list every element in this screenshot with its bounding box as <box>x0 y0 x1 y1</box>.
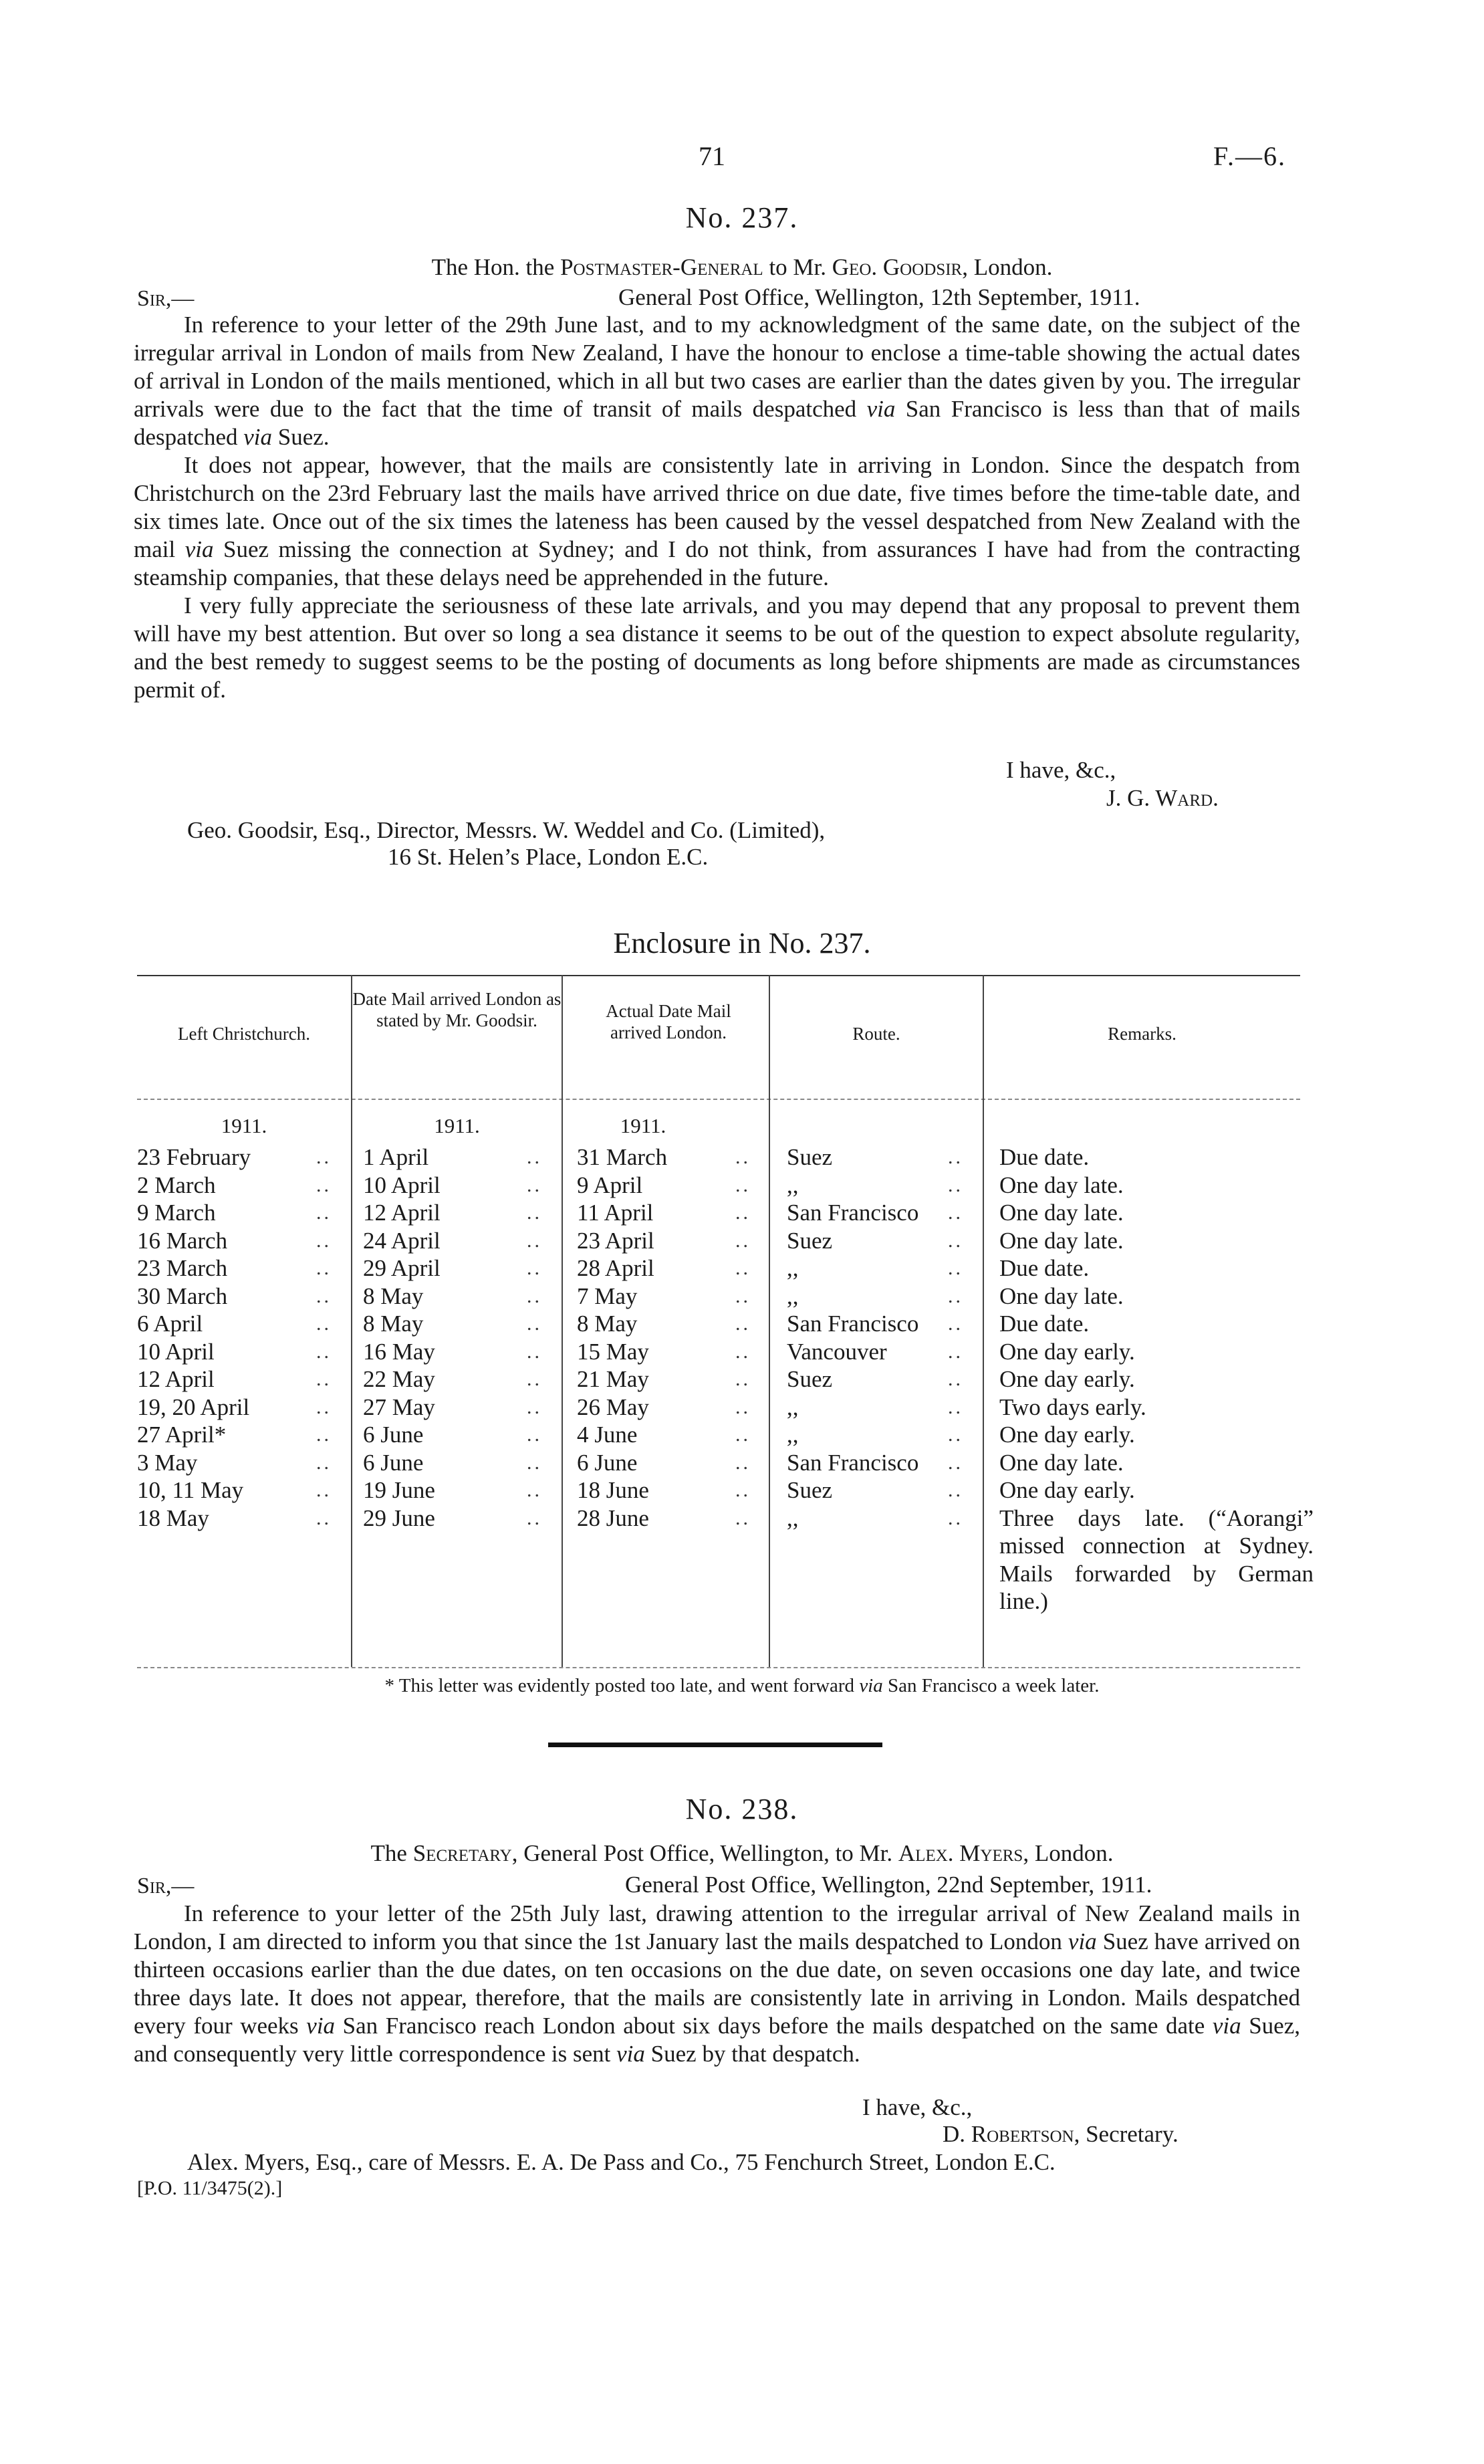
column-header-remarks: Remarks. <box>1108 1024 1177 1044</box>
table-cell-stated-date: 6 June <box>363 1422 424 1448</box>
table-cell-actual-date: 7 May <box>577 1282 638 1309</box>
page-reference: F.—6. <box>1213 141 1287 171</box>
leader-dot: .. <box>527 1368 542 1390</box>
leader-dot: .. <box>735 1451 751 1474</box>
table-cell-remarks: One day early. <box>999 1477 1135 1503</box>
column-divider <box>562 975 563 1667</box>
table-cell-route: San Francisco <box>787 1200 919 1226</box>
table-cell-route: ,, <box>787 1282 799 1309</box>
leader-dot: .. <box>948 1202 963 1224</box>
leader-dot: .. <box>316 1424 332 1446</box>
letter-237-salutation: Sir,— <box>137 286 195 311</box>
leader-dots <box>316 1143 332 1532</box>
column-header-left-christchurch: Left Christchurch. <box>178 1024 310 1044</box>
leader-dot: .. <box>527 1257 542 1279</box>
leader-dot: .. <box>316 1479 332 1501</box>
leader-dot: .. <box>316 1368 332 1390</box>
leader-dot: .. <box>316 1395 332 1418</box>
table-cell-actual-date: 4 June <box>577 1422 638 1448</box>
leader-dot: .. <box>527 1395 542 1418</box>
table-cell-actual-date: 26 May <box>577 1393 649 1420</box>
year-label: 1911. <box>221 1114 267 1137</box>
table-cell-actual-date: 21 May <box>577 1366 649 1392</box>
column-header-actual-date: Actual Date Mail arrived London. <box>606 1001 731 1042</box>
letter-237-closing: I have, &c., <box>1006 757 1116 783</box>
section-divider <box>548 1743 882 1747</box>
table-cell-route: ,, <box>787 1504 799 1531</box>
table-cell-remarks: Due date. <box>999 1255 1090 1281</box>
leader-dot: .. <box>735 1368 751 1390</box>
table-cell-stated-date: 12 April <box>363 1200 441 1226</box>
leader-dot: .. <box>316 1257 332 1279</box>
table-cell-route: Suez <box>787 1477 833 1503</box>
table-cell-stated-date: 19 June <box>363 1477 435 1503</box>
table-cell-remarks: One day late. <box>999 1449 1124 1476</box>
year-label: 1911. <box>620 1114 666 1137</box>
leader-dot: .. <box>735 1173 751 1196</box>
letter-238-title: No. 238. <box>685 1793 799 1825</box>
column-route <box>787 1143 918 1532</box>
leader-dot: .. <box>316 1340 332 1363</box>
column-divider <box>769 975 770 1667</box>
column-actual-date <box>577 1143 667 1532</box>
leader-dot: .. <box>735 1340 751 1363</box>
table-cell-remarks: One day early. <box>999 1422 1135 1448</box>
leader-dot: .. <box>948 1257 963 1279</box>
table-cell-actual-date: 6 June <box>577 1449 638 1476</box>
table-cell-remarks: One day late. <box>999 1171 1124 1198</box>
letter-238-paragraph-1: In reference to your letter of the 25th July last, drawing attention to the irregular arrival of New Zealand mails in London, I am directed to inform you that since the 1st January last the mails despatched to London via Suez have arrived on thirteen occasions earlier than the due dates, on ten occasions on the due date, on seven occasions one day late, and twice three days late. It does not appear, therefore, that the mails are consistently late in arriving in London. Mails despatched every four weeks via San Francisco reach London about six days before the mails despatched on the same date via Suez, and consequently very little correspondence is sent via Suez by that despatch. <box>134 1900 1300 2067</box>
letter-238-body <box>134 1900 1300 2068</box>
table-cell-left-christchurch: 2 March <box>137 1171 216 1198</box>
table-cell-actual-date: 11 April <box>577 1200 654 1226</box>
table-footnote: * This letter was evidently posted too late, and went forward via San Francisco a week later. <box>384 1675 1100 1696</box>
table-cell-stated-date: 27 May <box>363 1393 435 1420</box>
letter-237-heading: The Hon. the Postmaster-General to Mr. Geo. Goodsir, London. <box>431 254 1053 280</box>
table-cell-stated-date: 22 May <box>363 1366 435 1392</box>
leader-dot: .. <box>948 1146 963 1168</box>
table-cell-stated-date: 16 May <box>363 1338 435 1365</box>
leader-dot: .. <box>948 1229 963 1252</box>
table-cell-remarks: Due date. <box>999 1144 1090 1170</box>
table-cell-left-christchurch: 27 April* <box>137 1422 227 1448</box>
letter-238-signature: D. Robertson, Secretary. <box>943 2121 1179 2147</box>
table-cell-actual-date: 28 June <box>577 1504 649 1531</box>
table-cell-route: ,, <box>787 1171 799 1198</box>
leader-dot: .. <box>527 1284 542 1307</box>
letter-237-paragraph-3: I very fully appreciate the seriousness of these late arrivals, and you may depend that any proposal to prevent them will have my best attention. But over so long a sea distance it seems to be out of the question to expect absolute regularity, and the best remedy to suggest seems to be the posting of documents as long before shipments are made as circumstances permit of. <box>134 592 1300 703</box>
table-top-rule <box>137 975 1300 976</box>
column-divider <box>351 975 352 1667</box>
leader-dot: .. <box>735 1202 751 1224</box>
leader-dot: .. <box>948 1340 963 1363</box>
table-cell-left-christchurch: 6 April <box>137 1311 203 1337</box>
table-cell-left-christchurch: 10, 11 May <box>137 1477 244 1503</box>
leader-dots <box>527 1143 542 1532</box>
table-cell-route: Suez <box>787 1366 833 1392</box>
letter-237-signature: J. G. Ward. <box>1106 785 1219 811</box>
letter-238-place-date: General Post Office, Wellington, 22nd September, 1911. <box>625 1872 1152 1898</box>
table-cell-remarks: Due date. <box>999 1311 1090 1337</box>
table-cell-remarks: Two days early. <box>999 1393 1146 1420</box>
recipient: Alex. Myers <box>898 1840 1023 1866</box>
leader-dot: .. <box>948 1284 963 1307</box>
table-cell-left-christchurch: 23 March <box>137 1255 228 1281</box>
table-cell-route: San Francisco <box>787 1311 919 1337</box>
leader-dot: .. <box>527 1173 542 1196</box>
leader-dot: .. <box>948 1479 963 1501</box>
table-cell-left-christchurch: 30 March <box>137 1282 228 1309</box>
leader-dot: .. <box>316 1284 332 1307</box>
column-left-christchurch <box>137 1143 251 1532</box>
leader-dot: .. <box>316 1229 332 1252</box>
table-cell-left-christchurch: 18 May <box>137 1504 209 1531</box>
table-cell-stated-date: 29 June <box>363 1504 435 1531</box>
table-cell-stated-date: 8 May <box>363 1311 424 1337</box>
table-cell-route: ,, <box>787 1393 799 1420</box>
leader-dot: .. <box>527 1313 542 1335</box>
sender: Postmaster-General <box>560 254 763 280</box>
leader-dot: .. <box>316 1451 332 1474</box>
letter-237-paragraph-1: In reference to your letter of the 29th June last, and to my acknowledgment of the same date, on the subject of the irregular arrival in London of mails from New Zealand, I have the honour to enclose a time-table showing the actual dates of arrival in London of the mails mentioned, which in all but two cases are earlier than the dates given by you. The irregular arrivals were due to the fact that the time of transit of mails despatched via San Francisco is less than that of mails despatched via Suez. <box>134 312 1300 450</box>
po-reference: [P.O. 11/3475(2).] <box>137 2177 283 2199</box>
leader-dot: .. <box>735 1479 751 1501</box>
leader-dot: .. <box>948 1395 963 1418</box>
leader-dot: .. <box>316 1202 332 1224</box>
leader-dot: .. <box>316 1146 332 1168</box>
leader-dot: .. <box>735 1284 751 1307</box>
letter-237-place-date: General Post Office, Wellington, 12th September, 1911. <box>618 284 1140 310</box>
leader-dot: .. <box>735 1229 751 1252</box>
table-cell-route: Vancouver <box>787 1338 887 1365</box>
leader-dot: .. <box>316 1506 332 1529</box>
leader-dot: .. <box>527 1479 542 1501</box>
table-cell-route: ,, <box>787 1422 799 1448</box>
table-cell-actual-date: 28 April <box>577 1255 654 1281</box>
table-cell-stated-date: 24 April <box>363 1227 441 1254</box>
leader-dot: .. <box>948 1424 963 1446</box>
table-cell-actual-date: 18 June <box>577 1477 649 1503</box>
letter-237-title: No. 237. <box>685 201 799 234</box>
letter-237-body <box>134 311 1300 704</box>
leader-dot: .. <box>948 1368 963 1390</box>
leader-dot: .. <box>316 1173 332 1196</box>
leader-dot: .. <box>527 1202 542 1224</box>
table-cell-left-christchurch: 12 April <box>137 1366 215 1392</box>
table-cell-remarks: Three days late. (“Aorangi” missed connection at Sydney. Mails forwarded by German line.) <box>999 1504 1314 1614</box>
leader-dot: .. <box>735 1146 751 1168</box>
column-remarks <box>999 1143 1314 1615</box>
table-cell-remarks: One day late. <box>999 1282 1124 1309</box>
letter-237-address-line-1: Geo. Goodsir, Esq., Director, Messrs. W. Weddel and Co. (Limited), <box>187 817 826 843</box>
leader-dot: .. <box>948 1173 963 1196</box>
leader-dot: .. <box>527 1424 542 1446</box>
table-header-rule <box>137 1099 1300 1100</box>
table-cell-route: San Francisco <box>787 1449 919 1476</box>
table-cell-remarks: One day late. <box>999 1200 1124 1226</box>
table-cell-stated-date: 1 April <box>363 1144 429 1170</box>
table-cell-left-christchurch: 16 March <box>137 1227 228 1254</box>
table-cell-left-christchurch: 10 April <box>137 1338 215 1365</box>
page-number: 71 <box>699 141 725 171</box>
table-bottom-rule <box>137 1667 1300 1668</box>
leader-dot: .. <box>527 1340 542 1363</box>
table-cell-left-christchurch: 19, 20 April <box>137 1393 250 1420</box>
leader-dot: .. <box>735 1395 751 1418</box>
table-cell-actual-date: 23 April <box>577 1227 654 1254</box>
leader-dot: .. <box>948 1313 963 1335</box>
leader-dot: .. <box>527 1229 542 1252</box>
column-stated-date <box>363 1143 441 1532</box>
letter-237-address-line-2: 16 St. Helen’s Place, London E.C. <box>388 844 709 870</box>
table-cell-stated-date: 10 April <box>363 1171 441 1198</box>
table-cell-stated-date: 29 April <box>363 1255 441 1281</box>
letter-238-salutation: Sir,— <box>137 1874 195 1898</box>
leader-dot: .. <box>735 1313 751 1335</box>
table-cell-actual-date: 31 March <box>577 1144 668 1170</box>
table-cell-stated-date: 8 May <box>363 1282 424 1309</box>
table-cell-remarks: One day late. <box>999 1227 1124 1254</box>
column-header-stated-date: Date Mail arrived London as stated by Mr. Goodsir. <box>352 989 562 1030</box>
leader-dot: .. <box>735 1506 751 1529</box>
leader-dot: .. <box>527 1451 542 1474</box>
leader-dot: .. <box>735 1424 751 1446</box>
table-cell-left-christchurch: 23 February <box>137 1144 251 1170</box>
letter-238-heading: The Secretary, General Post Office, Wellington, to Mr. Alex. Myers, London. <box>370 1840 1114 1866</box>
leader-dots <box>948 1143 963 1532</box>
table-cell-remarks: One day early. <box>999 1338 1135 1365</box>
table-cell-left-christchurch: 3 May <box>137 1449 198 1476</box>
leader-dots <box>735 1143 751 1532</box>
leader-dot: .. <box>527 1146 542 1168</box>
table-cell-remarks: One day early. <box>999 1366 1135 1392</box>
year-label: 1911. <box>434 1114 480 1137</box>
leader-dot: .. <box>527 1506 542 1529</box>
letter-238-closing: I have, &c., <box>862 2094 973 2120</box>
table-cell-actual-date: 8 May <box>577 1311 638 1337</box>
leader-dot: .. <box>948 1451 963 1474</box>
enclosure-table <box>137 975 1314 1674</box>
leader-dot: .. <box>316 1313 332 1335</box>
table-cell-left-christchurch: 9 March <box>137 1200 216 1226</box>
table-cell-actual-date: 9 April <box>577 1171 643 1198</box>
leader-dot: .. <box>735 1257 751 1279</box>
leader-dot: .. <box>948 1506 963 1529</box>
table-cell-route: ,, <box>787 1255 799 1281</box>
table-cell-stated-date: 6 June <box>363 1449 424 1476</box>
letter-237-paragraph-2: It does not appear, however, that the mails are consistently late in arriving in London. Since the despatch from Christchurch on the 23rd February last the mails have arrived thrice on due date, five times before the time-table date, and six times late. Once out of the six times the lateness has been caused by the vessel despatched from New Zealand with the mail via Suez missing the connection at Sydney; and I do not think, from assurances I have had from the contracting steamship companies, that these delays need be apprehended in the future. <box>134 452 1300 590</box>
column-divider <box>983 975 984 1667</box>
sender: Secretary <box>412 1840 512 1866</box>
table-cell-actual-date: 15 May <box>577 1338 649 1365</box>
recipient: Geo. Goodsir <box>832 254 963 280</box>
column-header-route: Route. <box>852 1024 900 1044</box>
letter-238-address: Alex. Myers, Esq., care of Messrs. E. A. De Pass and Co., 75 Fenchurch Street, London E.C. <box>187 2149 1056 2175</box>
enclosure-title: Enclosure in No. 237. <box>613 927 871 960</box>
table-cell-route: Suez <box>787 1144 833 1170</box>
table-cell-route: Suez <box>787 1227 833 1254</box>
